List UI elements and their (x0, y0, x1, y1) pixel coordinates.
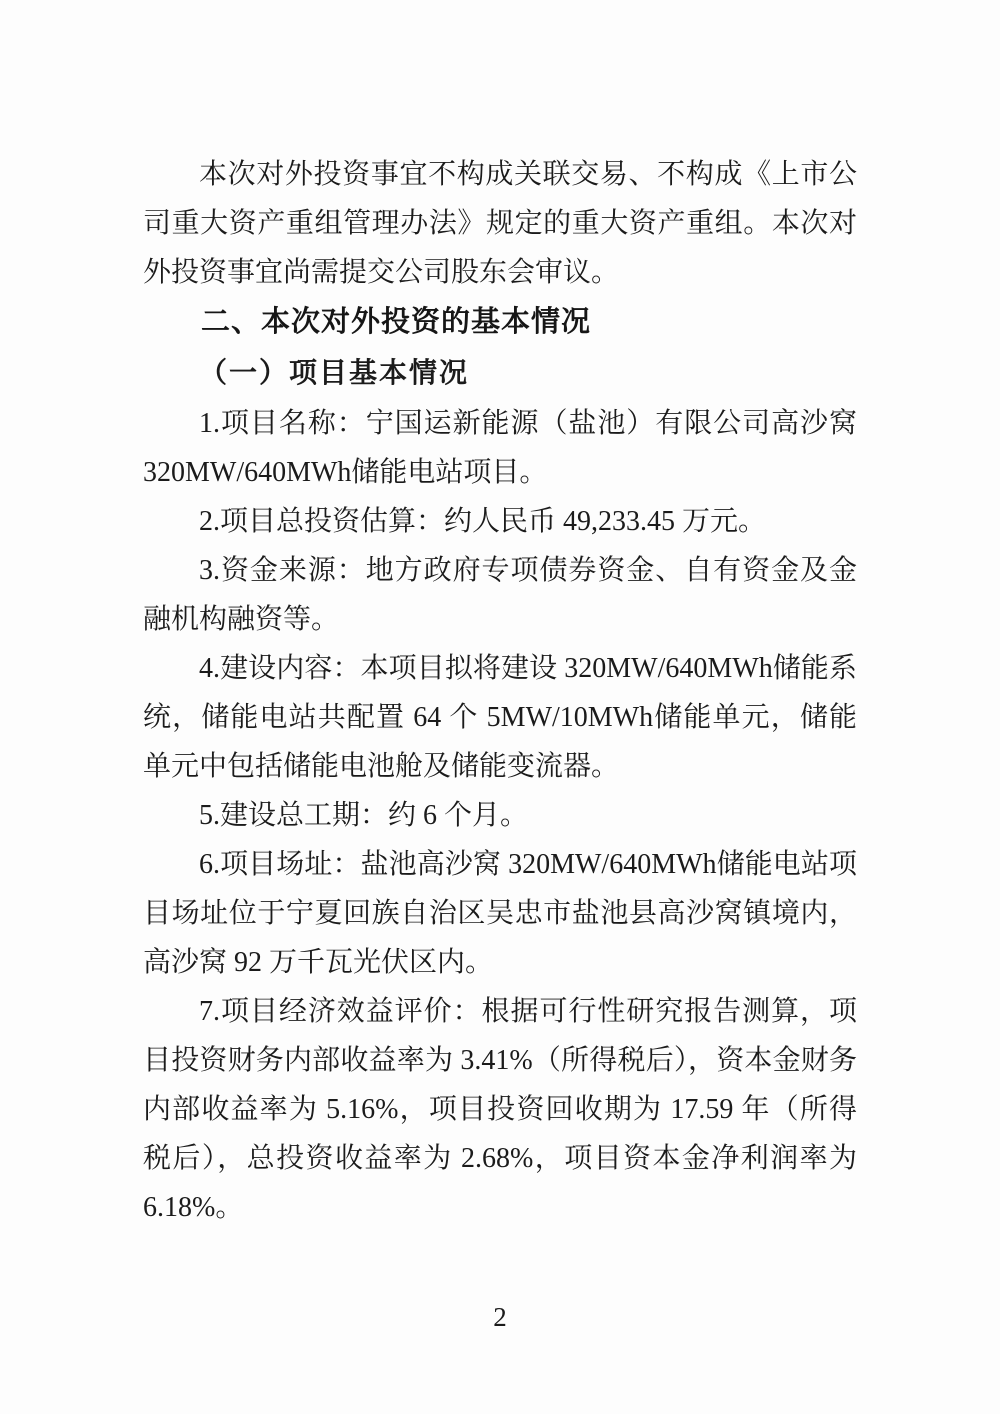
paragraph-item-7-economic-benefit: 7.项目经济效益评价：根据可行性研究报告测算，项目投资财务内部收益率为 3.41%（所得税后），资本金财务内部收益率为 5.16%，项目投资回收期为 17.59 年（所得税后），总投资收益率为 2.68%，项目资本金净利润率为 6.18%。 (143, 996, 857, 1223)
paragraph-item-4-construction-content: 4.建设内容：本项目拟将建设 320MW/640MWh储能系统，储能电站共配置 64 个 5MW/10MWh储能单元，储能单元中包括储能电池舱及储能变流器。 (143, 653, 857, 782)
subsection-heading: （一）项目基本情况 (199, 358, 470, 389)
document-content (143, 150, 857, 1232)
paragraph-item-3-funding-source: 3.资金来源：地方政府专项债券资金、自有资金及金融机构融资等。 (143, 555, 857, 635)
paragraph-item-2-total-investment: 2.项目总投资估算：约人民币 49,233.45 万元。 (199, 506, 767, 537)
paragraph-item-1-project-name: 1.项目名称：宁国运新能源（盐池）有限公司高沙窝 320MW/640MWh储能电站项目。 (143, 408, 857, 488)
section-heading: 二、本次对外投资的基本情况 (201, 306, 592, 338)
paragraph-item-5-construction-period: 5.建设总工期：约 6 个月。 (199, 800, 529, 831)
paragraph-item-6-project-site: 6.项目场址：盐池高沙窝 320MW/640MWh储能电站项目场址位于宁夏回族自治区吴忠市盐池县高沙窝镇境内，高沙窝 92 万千瓦光伏区内。 (143, 849, 857, 978)
page-number: 2 (493, 1302, 507, 1332)
paragraph-intro: 本次对外投资事宜不构成关联交易、不构成《上市公司重大资产重组管理办法》规定的重大资产重组。本次对外投资事宜尚需提交公司股东会审议。 (143, 159, 857, 288)
